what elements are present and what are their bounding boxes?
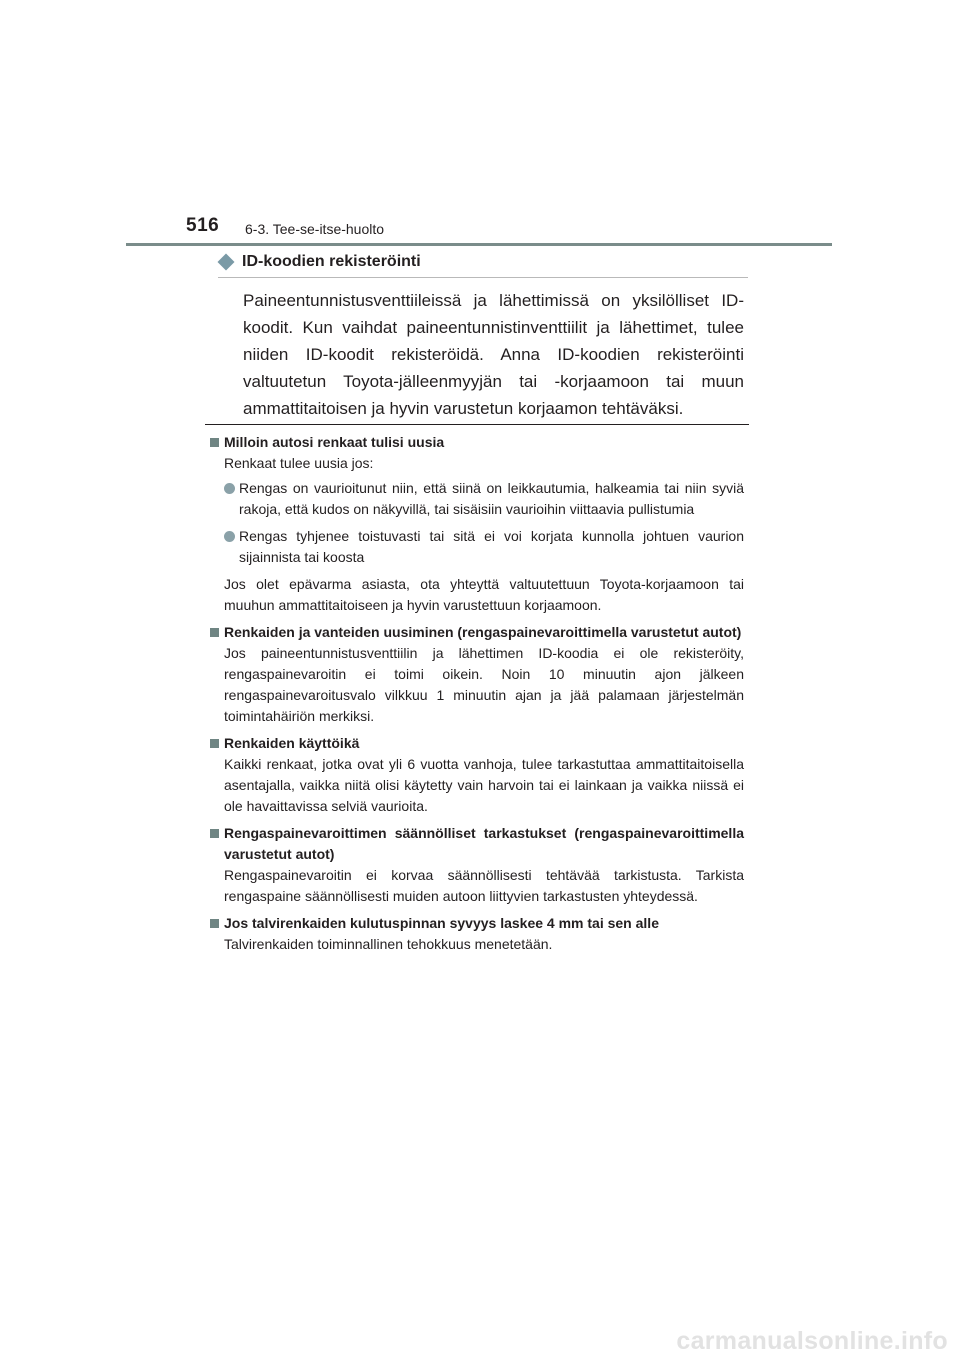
header-divider xyxy=(126,243,832,246)
list-item-text: Rengas on vaurioitunut niin, että siinä on leikkautumia, halkeamia tai niin syviä rakoja, että kudos on näkyvillä, tai sisäisiin vaurioihin viittaavia pullistumia xyxy=(239,480,744,517)
circle-bullet-icon xyxy=(224,483,235,494)
section-divider xyxy=(205,424,749,425)
section-label: 6-3. Tee-se-itse-huolto xyxy=(245,221,385,237)
note-block xyxy=(210,733,744,817)
diamond-icon xyxy=(218,254,235,271)
square-bullet-icon xyxy=(210,628,219,637)
list-item xyxy=(224,478,744,520)
note-body: Renkaat tulee uusia jos: xyxy=(224,455,374,471)
note-body: Talvirenkaiden toiminnallinen tehokkuus menetetään. xyxy=(224,936,553,952)
note-block xyxy=(210,913,744,955)
note-body: Jos paineentunnistusventtiilin ja lähettimen ID-koodia ei ole rekisteröity, rengaspainevaroitin ei toimi oikein. Noin 10 minuutin ajon jälkeen rengaspainevaroitusvalo vilkkuu 1 minuutin ajan ja jää palamaan järjestelmän toimintahäiriön merkiksi. xyxy=(224,645,744,724)
note-body: Rengaspainevaroitin ei korvaa säännöllisesti tehtävää tarkistusta. Tarkista rengaspaine säännöllisesti muiden autoon liittyvien tarkastusten yhteydessä. xyxy=(224,867,744,904)
note-title: Renkaiden käyttöikä xyxy=(224,735,360,751)
square-bullet-icon xyxy=(210,438,219,447)
note-body: Kaikki renkaat, jotka ovat yli 6 vuotta vanhoja, tulee tarkastuttaa ammattitaitoisella asentajalla, vaikka niitä olisi käytetty vain harvoin tai ei lainkaan ja vaikka niissä ei ole havaittavissa selviä vaurioita. xyxy=(224,756,744,814)
note-title: Renkaiden ja vanteiden uusiminen (rengaspainevaroittimella varustetut autot) xyxy=(224,624,742,640)
subsection-heading xyxy=(218,253,421,271)
note-title: Milloin autosi renkaat tulisi uusia xyxy=(224,434,445,450)
note-block xyxy=(210,432,744,616)
list-item xyxy=(224,526,744,568)
note-heading xyxy=(210,432,744,453)
note-title: Jos talvirenkaiden kulutuspinnan syvyys laskee 4 mm tai sen alle xyxy=(224,915,659,931)
note-heading xyxy=(210,733,744,754)
note-heading xyxy=(210,913,744,934)
intro-paragraph: Paineentunnistusventtiileissä ja lähettimissä on yksilölliset ID-koodit. Kun vaihdat paineentunnistinventtiilit ja lähettimet, tulee niiden ID-koodit rekisteröidä. Anna ID-koodien rekisteröinti valtuutetun Toyota-jälleenmyyjän tai -korjaamoon tai muun ammattitaitoisen ja hyvin varustetun korjaamon tehtäväksi. xyxy=(243,291,744,418)
square-bullet-icon xyxy=(210,919,219,928)
subsection-divider xyxy=(218,277,748,278)
note-heading xyxy=(210,622,744,643)
note-block xyxy=(210,622,744,727)
circle-bullet-icon xyxy=(224,531,235,542)
page-number: 516 xyxy=(186,215,220,236)
note-heading xyxy=(210,823,744,865)
list-item-text: Rengas tyhjenee toistuvasti tai sitä ei voi korjata kunnolla johtuen vaurion sijainnista tai koosta xyxy=(239,528,744,565)
note-title: Rengaspainevaroittimen säännölliset tarkastukset (rengaspainevaroittimella varustetut autot) xyxy=(224,825,744,862)
watermark: carmanualsonline.info xyxy=(676,1327,948,1355)
note-block xyxy=(210,823,744,907)
notes-section xyxy=(210,432,744,961)
subsection-title: ID-koodien rekisteröinti xyxy=(242,253,421,270)
note-followup: Jos olet epävarma asiasta, ota yhteyttä valtuutettuun Toyota-korjaamoon tai muuhun ammattitaitoiseen ja hyvin varustettuun korjaamoon. xyxy=(224,576,744,613)
square-bullet-icon xyxy=(210,739,219,748)
square-bullet-icon xyxy=(210,829,219,838)
